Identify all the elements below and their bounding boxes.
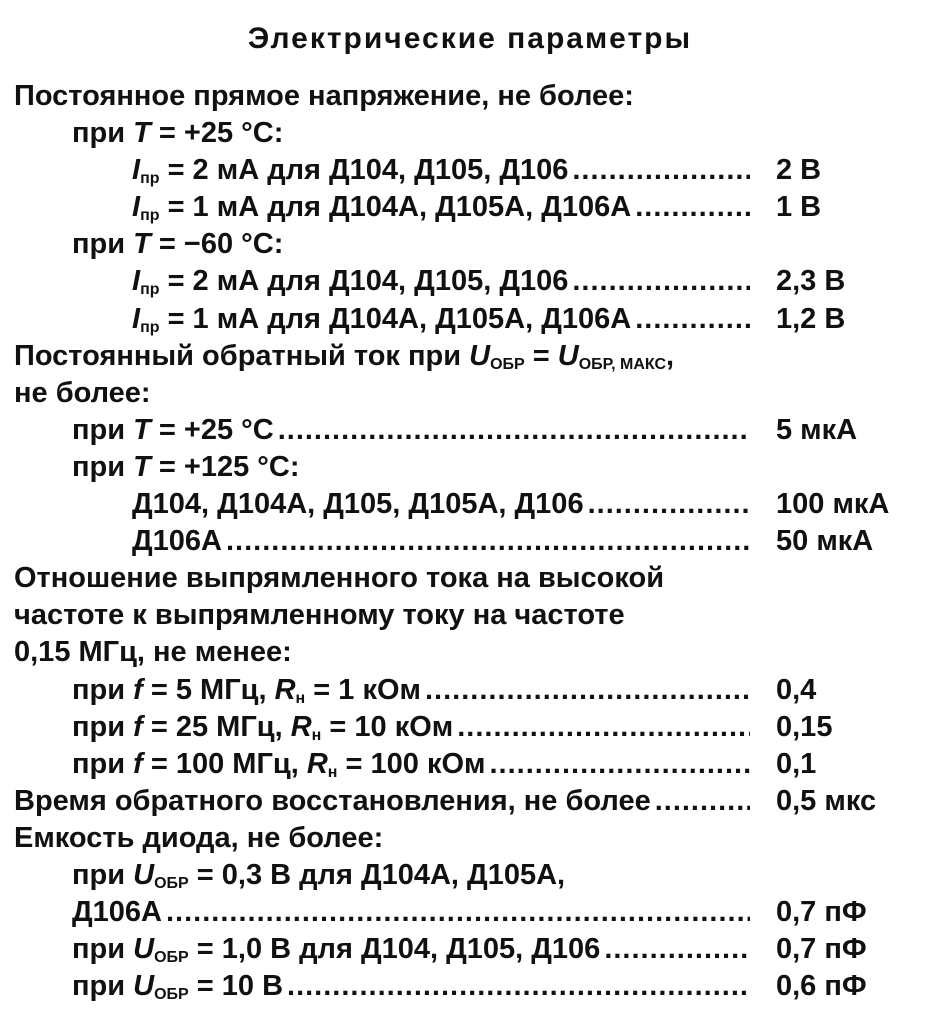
- parameter-value: 2,3 В: [776, 265, 846, 298]
- leader-dots: [287, 968, 750, 1005]
- section-heading-reverse-current: Постоянный обратный ток при $U_{ОБР} = U_{ОБР, МАКС}$,: [14, 339, 675, 373]
- condition-line: при T = +25 °С:: [72, 117, 284, 150]
- section-heading-continued: не более:: [14, 376, 151, 409]
- parameter-value: 0,7 пФ: [776, 933, 867, 966]
- parameter-value: 0,6 пФ: [776, 970, 867, 1003]
- parameter-row: при f = 25 МГц, $R_н = 10$ кОм ..... 0,15: [14, 709, 934, 746]
- parameter-value: 1,2 В: [776, 302, 846, 335]
- parameter-row: Д106А ..... 50 мкА: [14, 523, 934, 560]
- leader-dots: [457, 709, 750, 746]
- parameter-value: 0,15: [776, 710, 833, 743]
- parameter-value: 0,1: [776, 747, 817, 780]
- leader-dots: [572, 263, 750, 300]
- parameter-value: 5 мкА: [776, 413, 858, 446]
- leader-dots: [490, 746, 751, 783]
- leader-dots: [635, 301, 750, 338]
- parameter-value: 0,4: [776, 673, 817, 706]
- parameter-row: при $U_{ОБР} = 1,0$ В для Д104, Д105, Д106 ..... 0,7 пФ: [14, 931, 934, 968]
- parameter-value: 50 мкА: [776, 525, 874, 558]
- parameter-value: 2 В: [776, 154, 822, 187]
- leader-dots: [226, 523, 750, 560]
- parameter-row: $I_{пр} = 1$ мА для Д104А, Д105А, Д106А ..... 1 В: [14, 189, 934, 226]
- section-heading-continued: частоте к выпрямленному току на частоте: [14, 599, 625, 632]
- leader-dots: [635, 189, 750, 226]
- section-heading-capacitance: Емкость диода, не более:: [14, 821, 384, 854]
- condition-line: при T = +125 °С:: [72, 450, 300, 483]
- leader-dots: [425, 672, 750, 709]
- parameter-list: [14, 78, 934, 1005]
- section-heading-continued: 0,15 МГц, не менее:: [14, 636, 292, 669]
- leader-dots: [655, 783, 750, 820]
- condition-line: при T = −60 °С:: [72, 228, 284, 261]
- section-heading-forward-voltage: Постоянное прямое напряжение, не более:: [14, 80, 634, 112]
- leader-dots: [572, 152, 750, 189]
- parameter-row: $I_{пр} = 2$ мА для Д104, Д105, Д106 ..... 2 В: [14, 152, 934, 189]
- section-heading-rectified-ratio: Отношение выпрямленного тока на высокой: [14, 562, 665, 595]
- parameter-row: $I_{пр} = 1$ мА для Д104А, Д105А, Д106А ..... 1,2 В: [14, 301, 934, 338]
- parameter-row: при f = 100 МГц, $R_н = 100$ кОм ..... 0,1: [14, 746, 934, 783]
- leader-dots: [588, 486, 750, 523]
- parameter-row: при $U_{ОБР} = 10$ В ..... 0,6 пФ: [14, 968, 934, 1005]
- parameter-row: Д104, Д104А, Д105, Д105А, Д106 ..... 100 мкА: [14, 486, 934, 523]
- parameter-row: при T = +25 °С ..... 5 мкА: [14, 412, 934, 449]
- parameter-row: Д106А ..... 0,7 пФ: [14, 894, 934, 931]
- parameter-row-recovery-time: Время обратного восстановления, не более ..... 0,5 мкс: [14, 783, 934, 820]
- leader-dots: [604, 931, 750, 968]
- parameter-value: 100 мкА: [776, 488, 890, 521]
- leader-dots: [278, 412, 750, 449]
- leader-dots: [166, 894, 750, 931]
- page-title: Электрические параметры: [247, 22, 693, 55]
- parameter-value: 0,7 пФ: [776, 896, 867, 929]
- parameter-value: 0,5 мкс: [776, 784, 877, 817]
- parameter-row: $I_{пр} = 2$ мА для Д104, Д105, Д106 ..... 2,3 В: [14, 263, 934, 300]
- parameter-value: 1 В: [776, 191, 822, 224]
- parameter-row: при f = 5 МГц, $R_н = 1$ кОм ..... 0,4: [14, 672, 934, 709]
- condition-line: при $U_{ОБР} = 0,3$ В для Д104А, Д105А,: [72, 858, 566, 892]
